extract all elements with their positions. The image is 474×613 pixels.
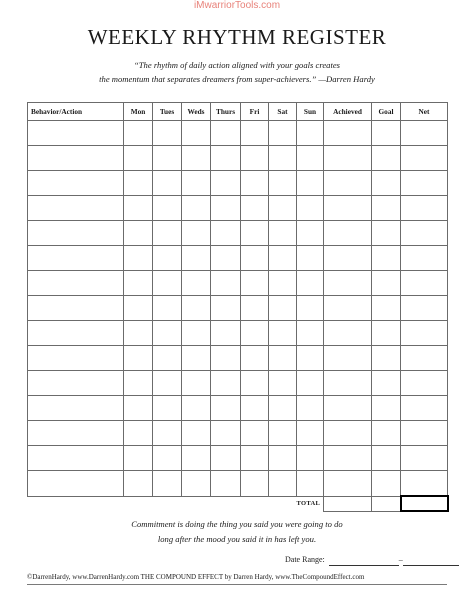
weds-cell[interactable] (182, 446, 211, 471)
thurs-cell[interactable] (211, 396, 241, 421)
fri-cell[interactable] (241, 246, 269, 271)
sun-cell[interactable] (297, 296, 324, 321)
fri-cell[interactable] (241, 121, 269, 146)
thurs-cell[interactable] (211, 146, 241, 171)
sun-cell[interactable] (297, 396, 324, 421)
net-cell[interactable] (401, 271, 448, 296)
sun-cell[interactable] (297, 421, 324, 446)
mon-cell[interactable] (124, 171, 153, 196)
sun-cell[interactable] (297, 121, 324, 146)
date-range-separator: – (398, 555, 403, 564)
footer-copyright: ©DarrenHardy, www.DarrenHardy.com THE COMPOUND EFFECT by Darren Hardy, www.TheCompoundEffect.com (27, 573, 365, 581)
date-range-end-field[interactable] (403, 556, 459, 566)
achieved-cell[interactable] (324, 346, 372, 371)
weekly-register-table (27, 102, 449, 512)
table-row (28, 246, 448, 271)
tues-cell[interactable] (153, 371, 182, 396)
thurs-cell[interactable] (211, 246, 241, 271)
sun-cell[interactable] (297, 321, 324, 346)
mon-cell[interactable] (124, 421, 153, 446)
fri-cell[interactable] (241, 396, 269, 421)
quote-line-2: the momentum that separates dreamers from super-achievers.” —Darren Hardy (99, 74, 375, 84)
sat-cell[interactable] (269, 296, 297, 321)
tues-cell[interactable] (153, 146, 182, 171)
tues-cell[interactable] (153, 296, 182, 321)
achieved-cell[interactable] (324, 146, 372, 171)
goal-cell[interactable] (372, 146, 401, 171)
header-behavior-action: Behavior/Action (28, 103, 124, 121)
weds-cell[interactable] (182, 271, 211, 296)
sun-cell[interactable] (297, 271, 324, 296)
watermark: iMwarriorTools.com (193, 0, 281, 11)
commitment-line-1: Commitment is doing the thing you said you were going to do (131, 519, 343, 529)
sun-cell[interactable] (297, 171, 324, 196)
behavior-cell[interactable] (28, 121, 124, 146)
tues-cell[interactable] (153, 346, 182, 371)
fri-cell[interactable] (241, 371, 269, 396)
achieved-cell[interactable] (324, 421, 372, 446)
fri-cell[interactable] (241, 346, 269, 371)
goal-cell[interactable] (372, 171, 401, 196)
thurs-cell[interactable] (211, 446, 241, 471)
weds-cell[interactable] (182, 196, 211, 221)
behavior-cell[interactable] (28, 471, 124, 497)
thurs-cell[interactable] (211, 171, 241, 196)
sat-cell[interactable] (269, 421, 297, 446)
table-row (28, 371, 448, 396)
table-row (28, 396, 448, 421)
net-cell[interactable] (401, 146, 448, 171)
net-cell[interactable] (401, 346, 448, 371)
achieved-cell[interactable] (324, 221, 372, 246)
total-goal-cell[interactable] (372, 496, 401, 511)
fri-cell[interactable] (241, 196, 269, 221)
net-cell[interactable] (401, 446, 448, 471)
tues-cell[interactable] (153, 221, 182, 246)
behavior-cell[interactable] (28, 321, 124, 346)
fri-cell[interactable] (241, 296, 269, 321)
header-weds: Weds (182, 103, 211, 121)
goal-cell[interactable] (372, 271, 401, 296)
sat-cell[interactable] (269, 471, 297, 497)
achieved-cell[interactable] (324, 296, 372, 321)
footer-divider (27, 584, 447, 585)
thurs-cell[interactable] (211, 346, 241, 371)
total-row (28, 496, 448, 511)
net-cell[interactable] (401, 121, 448, 146)
mon-cell[interactable] (124, 321, 153, 346)
goal-cell[interactable] (372, 396, 401, 421)
goal-cell[interactable] (372, 296, 401, 321)
sat-cell[interactable] (269, 121, 297, 146)
header-mon: Mon (124, 103, 153, 121)
thurs-cell[interactable] (211, 471, 241, 497)
table-row (28, 421, 448, 446)
weds-cell[interactable] (182, 321, 211, 346)
weds-cell[interactable] (182, 246, 211, 271)
sat-cell[interactable] (269, 196, 297, 221)
tues-cell[interactable] (153, 396, 182, 421)
commitment-line-2: long after the mood you said it in has left you. (157, 534, 317, 544)
tues-cell[interactable] (153, 471, 182, 497)
table-row (28, 171, 448, 196)
total-spacer (28, 496, 297, 511)
sun-cell[interactable] (297, 471, 324, 497)
table-row (28, 321, 448, 346)
header-fri: Fri (241, 103, 269, 121)
behavior-cell[interactable] (28, 296, 124, 321)
sun-cell[interactable] (297, 446, 324, 471)
table-row (28, 446, 448, 471)
sun-cell[interactable] (297, 246, 324, 271)
tues-cell[interactable] (153, 171, 182, 196)
goal-cell[interactable] (372, 446, 401, 471)
mon-cell[interactable] (124, 396, 153, 421)
behavior-cell[interactable] (28, 196, 124, 221)
mon-cell[interactable] (124, 446, 153, 471)
thurs-cell[interactable] (211, 221, 241, 246)
net-cell[interactable] (401, 471, 448, 497)
weds-cell[interactable] (182, 146, 211, 171)
page-title: WEEKLY RHYTHM REGISTER (87, 25, 387, 49)
net-cell[interactable] (401, 196, 448, 221)
mon-cell[interactable] (124, 371, 153, 396)
sat-cell[interactable] (269, 271, 297, 296)
header-tues: Tues (153, 103, 182, 121)
achieved-cell[interactable] (324, 121, 372, 146)
table-row (28, 221, 448, 246)
date-range (285, 554, 459, 566)
weds-cell[interactable] (182, 346, 211, 371)
fri-cell[interactable] (241, 171, 269, 196)
fri-cell[interactable] (241, 446, 269, 471)
tues-cell[interactable] (153, 421, 182, 446)
mon-cell[interactable] (124, 221, 153, 246)
weds-cell[interactable] (182, 221, 211, 246)
thurs-cell[interactable] (211, 296, 241, 321)
commitment-quote (0, 517, 474, 547)
table-row (28, 146, 448, 171)
sun-cell[interactable] (297, 196, 324, 221)
achieved-cell[interactable] (324, 171, 372, 196)
achieved-cell[interactable] (324, 471, 372, 497)
behavior-cell[interactable] (28, 271, 124, 296)
achieved-cell[interactable] (324, 196, 372, 221)
mon-cell[interactable] (124, 196, 153, 221)
header-goal: Goal (372, 103, 401, 121)
weds-cell[interactable] (182, 421, 211, 446)
behavior-cell[interactable] (28, 421, 124, 446)
goal-cell[interactable] (372, 321, 401, 346)
behavior-cell[interactable] (28, 396, 124, 421)
mon-cell[interactable] (124, 146, 153, 171)
sat-cell[interactable] (269, 346, 297, 371)
header-net: Net (401, 103, 448, 121)
tues-cell[interactable] (153, 321, 182, 346)
sun-cell[interactable] (297, 346, 324, 371)
fri-cell[interactable] (241, 146, 269, 171)
quote (0, 58, 474, 86)
mon-cell[interactable] (124, 296, 153, 321)
net-cell[interactable] (401, 421, 448, 446)
behavior-cell[interactable] (28, 146, 124, 171)
table-row (28, 471, 448, 497)
sat-cell[interactable] (269, 371, 297, 396)
sat-cell[interactable] (269, 396, 297, 421)
goal-cell[interactable] (372, 346, 401, 371)
sat-cell[interactable] (269, 246, 297, 271)
achieved-cell[interactable] (324, 271, 372, 296)
date-range-start-field[interactable] (329, 556, 399, 566)
net-cell[interactable] (401, 371, 448, 396)
goal-cell[interactable] (372, 221, 401, 246)
fri-cell[interactable] (241, 271, 269, 296)
weds-cell[interactable] (182, 396, 211, 421)
header-thurs: Thurs (211, 103, 241, 121)
mon-cell[interactable] (124, 271, 153, 296)
goal-cell[interactable] (372, 121, 401, 146)
thurs-cell[interactable] (211, 121, 241, 146)
mon-cell[interactable] (124, 346, 153, 371)
achieved-cell[interactable] (324, 446, 372, 471)
tues-cell[interactable] (153, 446, 182, 471)
header-sun: Sun (297, 103, 324, 121)
fri-cell[interactable] (241, 421, 269, 446)
total-net-cell[interactable] (401, 496, 448, 511)
thurs-cell[interactable] (211, 196, 241, 221)
thurs-cell[interactable] (211, 321, 241, 346)
fri-cell[interactable] (241, 221, 269, 246)
net-cell[interactable] (401, 246, 448, 271)
table-row (28, 121, 448, 146)
weds-cell[interactable] (182, 121, 211, 146)
fri-cell[interactable] (241, 471, 269, 497)
tues-cell[interactable] (153, 271, 182, 296)
total-label: TOTAL (296, 500, 321, 508)
sun-cell[interactable] (297, 371, 324, 396)
behavior-cell[interactable] (28, 371, 124, 396)
net-cell[interactable] (401, 396, 448, 421)
date-range-label: Date Range: (285, 555, 325, 564)
behavior-cell[interactable] (28, 446, 124, 471)
sat-cell[interactable] (269, 446, 297, 471)
table-row (28, 296, 448, 321)
header-sat: Sat (269, 103, 297, 121)
mon-cell[interactable] (124, 471, 153, 497)
goal-cell[interactable] (372, 371, 401, 396)
weds-cell[interactable] (182, 296, 211, 321)
weds-cell[interactable] (182, 371, 211, 396)
goal-cell[interactable] (372, 471, 401, 497)
weds-cell[interactable] (182, 171, 211, 196)
sat-cell[interactable] (269, 146, 297, 171)
table-header-row (28, 103, 448, 121)
tues-cell[interactable] (153, 196, 182, 221)
sun-cell[interactable] (297, 221, 324, 246)
net-cell[interactable] (401, 321, 448, 346)
behavior-cell[interactable] (28, 171, 124, 196)
total-achieved-cell[interactable] (324, 496, 372, 511)
net-cell[interactable] (401, 171, 448, 196)
weds-cell[interactable] (182, 471, 211, 497)
net-cell[interactable] (401, 296, 448, 321)
net-cell[interactable] (401, 221, 448, 246)
tues-cell[interactable] (153, 121, 182, 146)
goal-cell[interactable] (372, 421, 401, 446)
sun-cell[interactable] (297, 146, 324, 171)
mon-cell[interactable] (124, 246, 153, 271)
mon-cell[interactable] (124, 121, 153, 146)
table-row (28, 346, 448, 371)
tues-cell[interactable] (153, 246, 182, 271)
thurs-cell[interactable] (211, 371, 241, 396)
thurs-cell[interactable] (211, 271, 241, 296)
sat-cell[interactable] (269, 221, 297, 246)
goal-cell[interactable] (372, 246, 401, 271)
sat-cell[interactable] (269, 171, 297, 196)
achieved-cell[interactable] (324, 396, 372, 421)
achieved-cell[interactable] (324, 371, 372, 396)
behavior-cell[interactable] (28, 246, 124, 271)
achieved-cell[interactable] (324, 321, 372, 346)
behavior-cell[interactable] (28, 346, 124, 371)
header-achieved: Achieved (324, 103, 372, 121)
table-row (28, 196, 448, 221)
fri-cell[interactable] (241, 321, 269, 346)
table-row (28, 271, 448, 296)
quote-line-1: “The rhythm of daily action aligned with your goals creates (134, 60, 340, 70)
sat-cell[interactable] (269, 321, 297, 346)
thurs-cell[interactable] (211, 421, 241, 446)
goal-cell[interactable] (372, 196, 401, 221)
behavior-cell[interactable] (28, 221, 124, 246)
achieved-cell[interactable] (324, 246, 372, 271)
